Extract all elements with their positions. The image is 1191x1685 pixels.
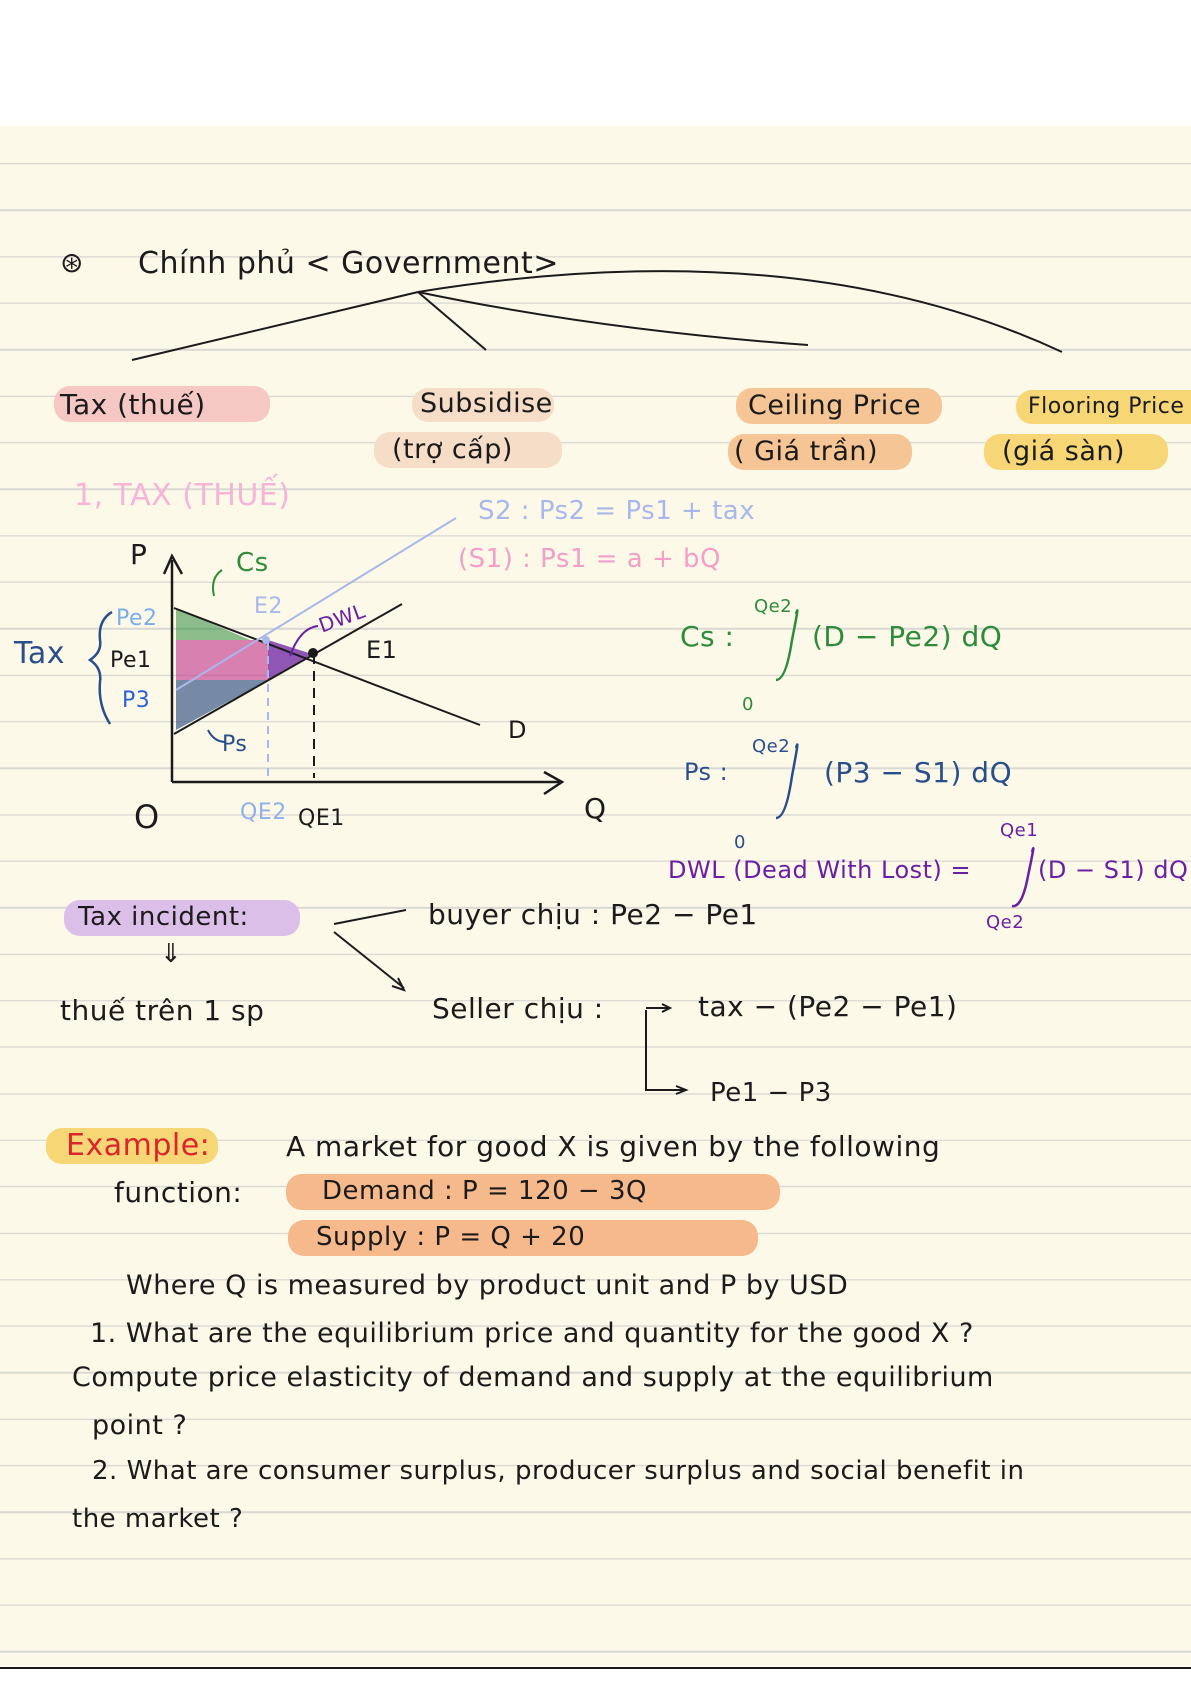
section-title-tax: 1, TAX (THUẾ) xyxy=(74,478,291,513)
graph-ps-label: Ps xyxy=(222,732,248,757)
e2-point xyxy=(262,636,270,644)
example-label: Example: xyxy=(66,1128,211,1163)
graph-e2-label: E2 xyxy=(254,594,283,619)
e1-point xyxy=(308,648,318,658)
question-1-line-1: 1. What are the equilibrium price and quantity for the good X ? xyxy=(90,1318,974,1349)
branch-to-ceiling xyxy=(418,292,808,345)
branch-to-subsidise xyxy=(418,292,486,350)
branch-lines xyxy=(132,271,1062,360)
heading-bullet: ⊛ xyxy=(60,246,84,279)
down-double-arrow: ⇓ xyxy=(160,939,182,969)
seller-burden-formula-1: tax − (Pe2 − Pe1) xyxy=(698,990,958,1023)
ceiling-vn-label: ( Giá trần) xyxy=(734,436,879,467)
graph-e1-label: E1 xyxy=(366,636,398,664)
question-2-line-2: the market ? xyxy=(72,1504,244,1534)
cs-arrow xyxy=(213,570,222,596)
graph-dwl-label: DWL xyxy=(315,598,369,638)
graph-q-label: Q xyxy=(584,792,607,825)
seller-burden-label: Seller chịu : xyxy=(432,992,604,1025)
ps-formula-label: Ps : xyxy=(684,758,729,786)
s1-equation: (S1) : Ps1 = a + bQ xyxy=(458,544,721,574)
per-unit-tax-label: thuế trên 1 sp xyxy=(60,994,265,1027)
subsidise-vn-label: (trợ cấp) xyxy=(392,434,513,465)
dwl-integral-lower: Qe2 xyxy=(986,912,1025,933)
ps-formula-body: (P3 − S1) dQ xyxy=(824,756,1013,789)
cs-integral-lower: 0 xyxy=(742,694,754,715)
s2-equation: S2 : Ps2 = Ps1 + tax xyxy=(478,496,756,526)
dwl-formula-label: DWL (Dead With Lost) = xyxy=(668,856,972,884)
dwl-formula-body: (D − S1) dQ xyxy=(1038,856,1189,884)
subsidise-label: Subsidise xyxy=(420,388,553,419)
seller-burden-formula-2: Pe1 − P3 xyxy=(710,1078,832,1108)
buyer-burden: buyer chịu : Pe2 − Pe1 xyxy=(428,898,758,931)
question-1-line-2: Compute price elasticity of demand and supply at the equilibrium xyxy=(72,1362,994,1393)
flooring-vn-label: (giá sàn) xyxy=(1002,436,1126,467)
graph-d-label: D xyxy=(508,716,527,744)
graph-origin-label: O xyxy=(134,798,160,836)
seller-bracket xyxy=(646,1010,684,1090)
tax-revenue-area xyxy=(176,640,268,680)
graph-qe1-label: QE1 xyxy=(298,806,345,831)
graph-cs-label: Cs xyxy=(236,548,269,578)
dwl-integral-upper: Qe1 xyxy=(1000,820,1039,841)
tax-incident-label: Tax incident: xyxy=(78,902,249,932)
ps-integral-lower: 0 xyxy=(734,832,746,853)
supply-function: Supply : P = Q + 20 xyxy=(316,1222,586,1252)
ps-integral-upper: Qe2 xyxy=(752,736,791,757)
cs-integral xyxy=(776,610,797,680)
heading-government: Chính phủ < Government> xyxy=(138,246,559,281)
arrow-to-buyer xyxy=(334,910,406,924)
ceiling-label: Ceiling Price xyxy=(748,390,922,421)
graph-p-label: P xyxy=(130,538,148,571)
where-line: Where Q is measured by product unit and P by USD xyxy=(126,1270,849,1301)
graph-qe2-label: QE2 xyxy=(240,800,287,825)
tax-branch-label: Tax (thuế) xyxy=(60,388,206,421)
graph-p3-label: P3 xyxy=(122,688,151,713)
question-1-line-3: point ? xyxy=(92,1410,188,1441)
demand-function: Demand : P = 120 − 3Q xyxy=(322,1176,647,1206)
branch-to-tax xyxy=(132,292,418,360)
graph-tax-label: Tax xyxy=(14,636,65,671)
graph-pe1-label: Pe1 xyxy=(110,648,152,673)
question-2-line-1: 2. What are consumer surplus, producer surplus and social benefit in xyxy=(92,1456,1025,1486)
cs-formula-label: Cs : xyxy=(680,620,735,653)
cs-formula-body: (D − Pe2) dQ xyxy=(812,620,1003,653)
cs-integral-upper: Qe2 xyxy=(754,596,793,617)
dwl-integral xyxy=(1012,848,1033,906)
supply-curve-s2 xyxy=(176,518,456,690)
tax-brace xyxy=(90,612,112,724)
example-intro: A market for good X is given by the following xyxy=(286,1130,941,1163)
function-label: function: xyxy=(114,1176,243,1209)
flooring-label: Flooring Price xyxy=(1028,394,1185,419)
graph-pe2-label: Pe2 xyxy=(116,606,158,631)
